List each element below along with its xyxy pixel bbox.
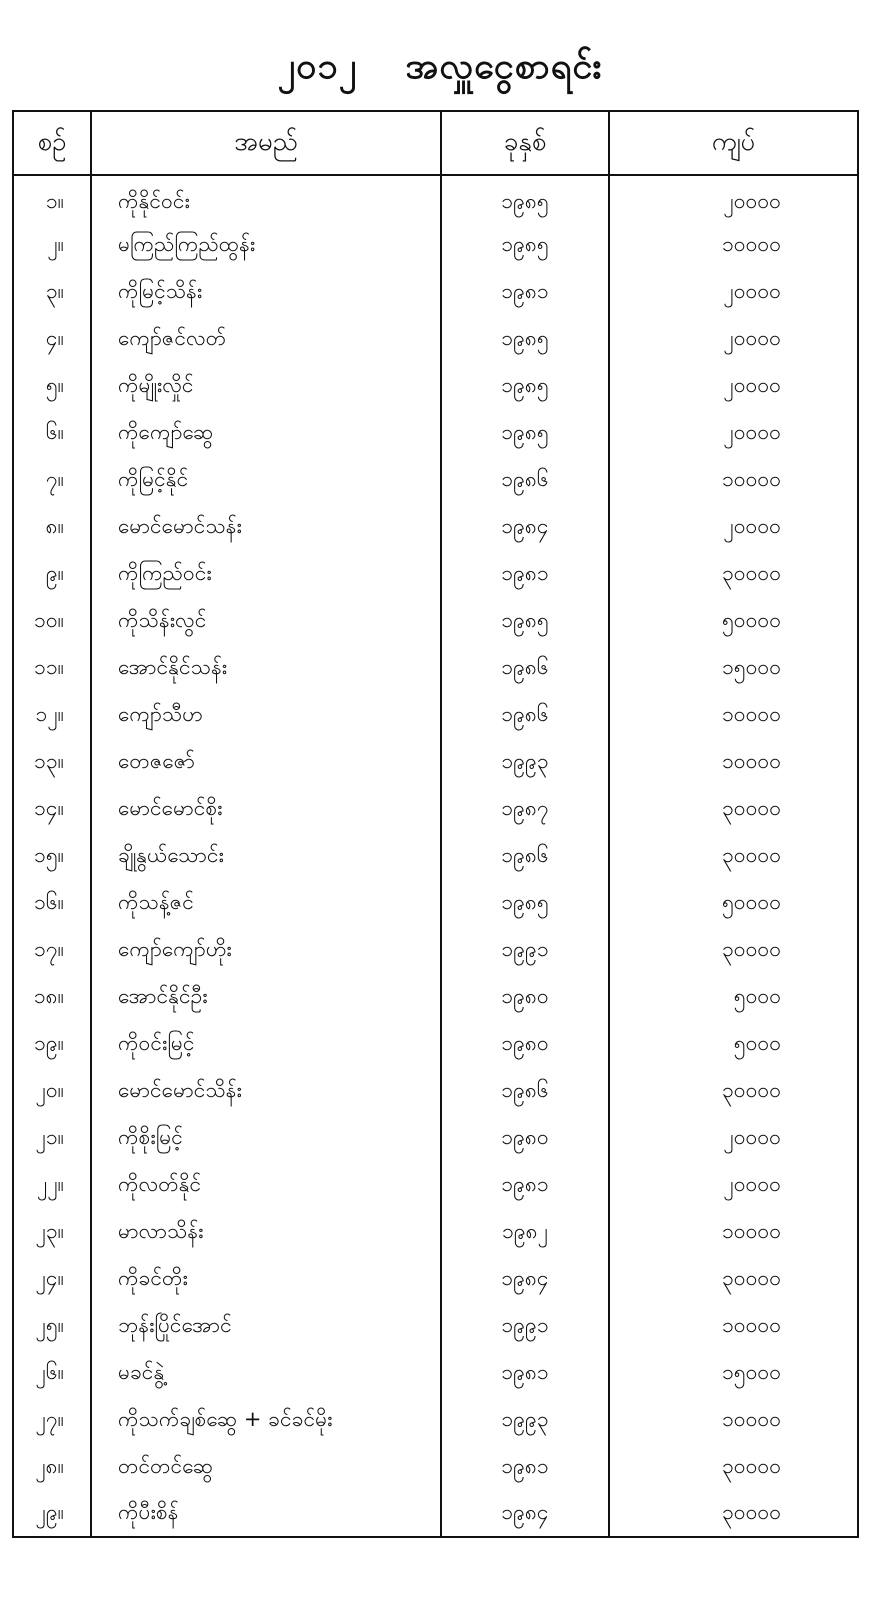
donor-name: ကိုမြင့်သိန်း	[91, 270, 441, 317]
donor-name: ကျော်ဇင်လတ်	[91, 317, 441, 364]
donation-amount: ၁၅၀၀၀	[609, 1351, 858, 1398]
donor-name: မာလာသိန်း	[91, 1210, 441, 1257]
donation-amount: ၃၀၀၀၀	[609, 1492, 858, 1537]
donation-amount: ၂၀၀၀၀	[609, 1163, 858, 1210]
table-row	[13, 787, 858, 834]
row-number: ၁။	[13, 175, 91, 223]
row-number: ၂၄။	[13, 1257, 91, 1304]
row-number: ၂။	[13, 223, 91, 270]
table-row	[13, 834, 858, 881]
row-number: ၁၄။	[13, 787, 91, 834]
table-row	[13, 552, 858, 599]
row-number: ၂၃။	[13, 1210, 91, 1257]
donor-name: ဘုန်းပြိုင်အောင်	[91, 1304, 441, 1351]
donor-year: ၁၉၈၁	[441, 552, 609, 599]
table-row	[13, 1210, 858, 1257]
row-number: ၁၉။	[13, 1022, 91, 1069]
donation-amount: ၁၅၀၀၀	[609, 646, 858, 693]
donor-name: အောင်နိုင်သန်း	[91, 646, 441, 693]
donor-year: ၁၉၈၆	[441, 1069, 609, 1116]
donor-name: ချိုနွယ်သောင်း	[91, 834, 441, 881]
row-number: ၂၁။	[13, 1116, 91, 1163]
table-row	[13, 1445, 858, 1492]
donor-name: ကျော်သီဟ	[91, 693, 441, 740]
donation-amount: ၃၀၀၀၀	[609, 552, 858, 599]
donor-name: ကိုကြည်ဝင်း	[91, 552, 441, 599]
page-title	[0, 42, 880, 96]
table-row	[13, 646, 858, 693]
donation-amount: ၂၀၀၀၀	[609, 175, 858, 223]
donor-name: ကိုခင်တိုး	[91, 1257, 441, 1304]
table-row	[13, 1492, 858, 1537]
row-number: ၆။	[13, 411, 91, 458]
row-number: ၂၆။	[13, 1351, 91, 1398]
donation-amount: ၁၀၀၀၀	[609, 223, 858, 270]
donor-year: ၁၉၈၁	[441, 1163, 609, 1210]
table-row	[13, 1163, 858, 1210]
table-row	[13, 928, 858, 975]
table-row	[13, 740, 858, 787]
donor-year: ၁၉၈၆	[441, 834, 609, 881]
donation-amount: ၁၀၀၀၀	[609, 458, 858, 505]
title-year: ၂၀၁၂	[277, 46, 358, 87]
table-row	[13, 458, 858, 505]
donor-year: ၁၉၉၃	[441, 1398, 609, 1445]
donor-name: ကျော်ကျော်ဟိုး	[91, 928, 441, 975]
donation-amount: ၁၀၀၀၀	[609, 1304, 858, 1351]
donor-year: ၁၉၈၅	[441, 599, 609, 646]
table-header-row	[13, 111, 858, 175]
donor-year: ၁၉၈၄	[441, 505, 609, 552]
table-row	[13, 175, 858, 223]
donor-year: ၁၉၈၅	[441, 364, 609, 411]
donation-amount: ၅၀၀၀၀	[609, 881, 858, 928]
table-row	[13, 881, 858, 928]
donation-amount: ၃၀၀၀၀	[609, 1257, 858, 1304]
donor-year: ၁၉၈၀	[441, 975, 609, 1022]
donor-name: ကိုလတ်နိုင်	[91, 1163, 441, 1210]
donation-amount: ၂၀၀၀၀	[609, 411, 858, 458]
donor-year: ၁၉၈၁	[441, 1445, 609, 1492]
donor-year: ၁၉၈၆	[441, 646, 609, 693]
donation-amount: ၃၀၀၀၀	[609, 1069, 858, 1116]
donor-year: ၁၉၈၅	[441, 881, 609, 928]
header-amount: ကျပ်	[609, 111, 858, 175]
donor-name: မခင်နွဲ့	[91, 1351, 441, 1398]
donor-name: တေဇဇော်	[91, 740, 441, 787]
donor-year: ၁၉၈၂	[441, 1210, 609, 1257]
row-number: ၂၅။	[13, 1304, 91, 1351]
donation-amount: ၅၀၀၀	[609, 1022, 858, 1069]
donor-name: ကိုပီးစိန်	[91, 1492, 441, 1537]
donor-name: ကိုဝင်းမြင့်	[91, 1022, 441, 1069]
donor-year: ၁၉၈၁	[441, 1351, 609, 1398]
header-name: အမည်	[91, 111, 441, 175]
donor-name: တင်တင်ဆွေ	[91, 1445, 441, 1492]
row-number: ၇။	[13, 458, 91, 505]
row-number: ၁၆။	[13, 881, 91, 928]
row-number: ၅။	[13, 364, 91, 411]
donor-year: ၁၉၈၆	[441, 693, 609, 740]
row-number: ၁၂။	[13, 693, 91, 740]
donor-year: ၁၉၈၄	[441, 1492, 609, 1537]
donor-name: ကိုစိုးမြင့်	[91, 1116, 441, 1163]
row-number: ၂၈။	[13, 1445, 91, 1492]
donor-year: ၁၉၈၀	[441, 1116, 609, 1163]
row-number: ၉။	[13, 552, 91, 599]
donor-year: ၁၉၈၁	[441, 270, 609, 317]
row-number: ၂၉။	[13, 1492, 91, 1537]
donation-amount: ၁၀၀၀၀	[609, 1210, 858, 1257]
table-row	[13, 317, 858, 364]
table-row	[13, 364, 858, 411]
row-number: ၁၈။	[13, 975, 91, 1022]
donor-year: ၁၉၉၁	[441, 928, 609, 975]
donation-amount: ၂၀၀၀၀	[609, 505, 858, 552]
table-row	[13, 1069, 858, 1116]
donor-name: မောင်မောင်စိုး	[91, 787, 441, 834]
table-row	[13, 1351, 858, 1398]
row-number: ၃။	[13, 270, 91, 317]
row-number: ၂၇။	[13, 1398, 91, 1445]
donor-year: ၁၉၉၃	[441, 740, 609, 787]
row-number: ၁၁။	[13, 646, 91, 693]
donor-year: ၁၉၈၆	[441, 458, 609, 505]
donor-name: ကိုနိုင်ဝင်း	[91, 175, 441, 223]
title-text: အလှူငွေစာရင်း	[405, 46, 603, 87]
donation-amount: ၅၀၀၀	[609, 975, 858, 1022]
row-number: ၂၀။	[13, 1069, 91, 1116]
table-row	[13, 1116, 858, 1163]
donor-year: ၁၉၈၅	[441, 317, 609, 364]
donor-year: ၁၉၈၇	[441, 787, 609, 834]
table-row	[13, 1022, 858, 1069]
donation-amount: ၁၀၀၀၀	[609, 740, 858, 787]
donation-amount: ၂၀၀၀၀	[609, 270, 858, 317]
row-number: ၁၇။	[13, 928, 91, 975]
donation-amount: ၁၀၀၀၀	[609, 693, 858, 740]
donor-name: မောင်မောင်သန်း	[91, 505, 441, 552]
donor-name: ကိုမြင့်နိုင်	[91, 458, 441, 505]
donation-amount: ၂၀၀၀၀	[609, 1116, 858, 1163]
header-year: ခုနှစ်	[441, 111, 609, 175]
donor-name: မကြည်ကြည်ထွန်း	[91, 223, 441, 270]
donor-year: ၁၉၈၄	[441, 1257, 609, 1304]
donor-year: ၁၉၉၁	[441, 1304, 609, 1351]
donation-amount: ၁၀၀၀၀	[609, 1398, 858, 1445]
table-row	[13, 1398, 858, 1445]
donation-amount: ၃၀၀၀၀	[609, 928, 858, 975]
donor-name: ကိုသိန်းလွင်	[91, 599, 441, 646]
donor-name: အောင်နိုင်ဦး	[91, 975, 441, 1022]
donor-year: ၁၉၈၅	[441, 223, 609, 270]
row-number: ၁၃။	[13, 740, 91, 787]
table-row	[13, 223, 858, 270]
donation-amount: ၃၀၀၀၀	[609, 787, 858, 834]
donation-amount: ၂၀၀၀၀	[609, 317, 858, 364]
row-number: ၁၅။	[13, 834, 91, 881]
header-no: စဉ်	[13, 111, 91, 175]
donor-name: ကိုမျိုးလှိုင်	[91, 364, 441, 411]
row-number: ၁၀။	[13, 599, 91, 646]
row-number: ၈။	[13, 505, 91, 552]
row-number: ၄။	[13, 317, 91, 364]
table-row	[13, 599, 858, 646]
donor-year: ၁၉၈၅	[441, 411, 609, 458]
donation-amount: ၅၀၀၀၀	[609, 599, 858, 646]
donor-name: မောင်မောင်သိန်း	[91, 1069, 441, 1116]
table-row	[13, 693, 858, 740]
table-row	[13, 1257, 858, 1304]
donor-name: ကိုသက်ချစ်ဆွေ + ခင်ခင်မိုး	[91, 1398, 441, 1445]
table-row	[13, 1304, 858, 1351]
donation-table	[12, 110, 859, 1538]
table-row	[13, 505, 858, 552]
table-row	[13, 411, 858, 458]
donation-amount: ၂၀၀၀၀	[609, 364, 858, 411]
donor-year: ၁၉၈၅	[441, 175, 609, 223]
donation-amount: ၃၀၀၀၀	[609, 1445, 858, 1492]
row-number: ၂၂။	[13, 1163, 91, 1210]
table-row	[13, 270, 858, 317]
donor-name: ကိုကျော်ဆွေ	[91, 411, 441, 458]
table-row	[13, 975, 858, 1022]
donor-year: ၁၉၈၀	[441, 1022, 609, 1069]
donation-amount: ၃၀၀၀၀	[609, 834, 858, 881]
donor-name: ကိုသန့်ဇင်	[91, 881, 441, 928]
